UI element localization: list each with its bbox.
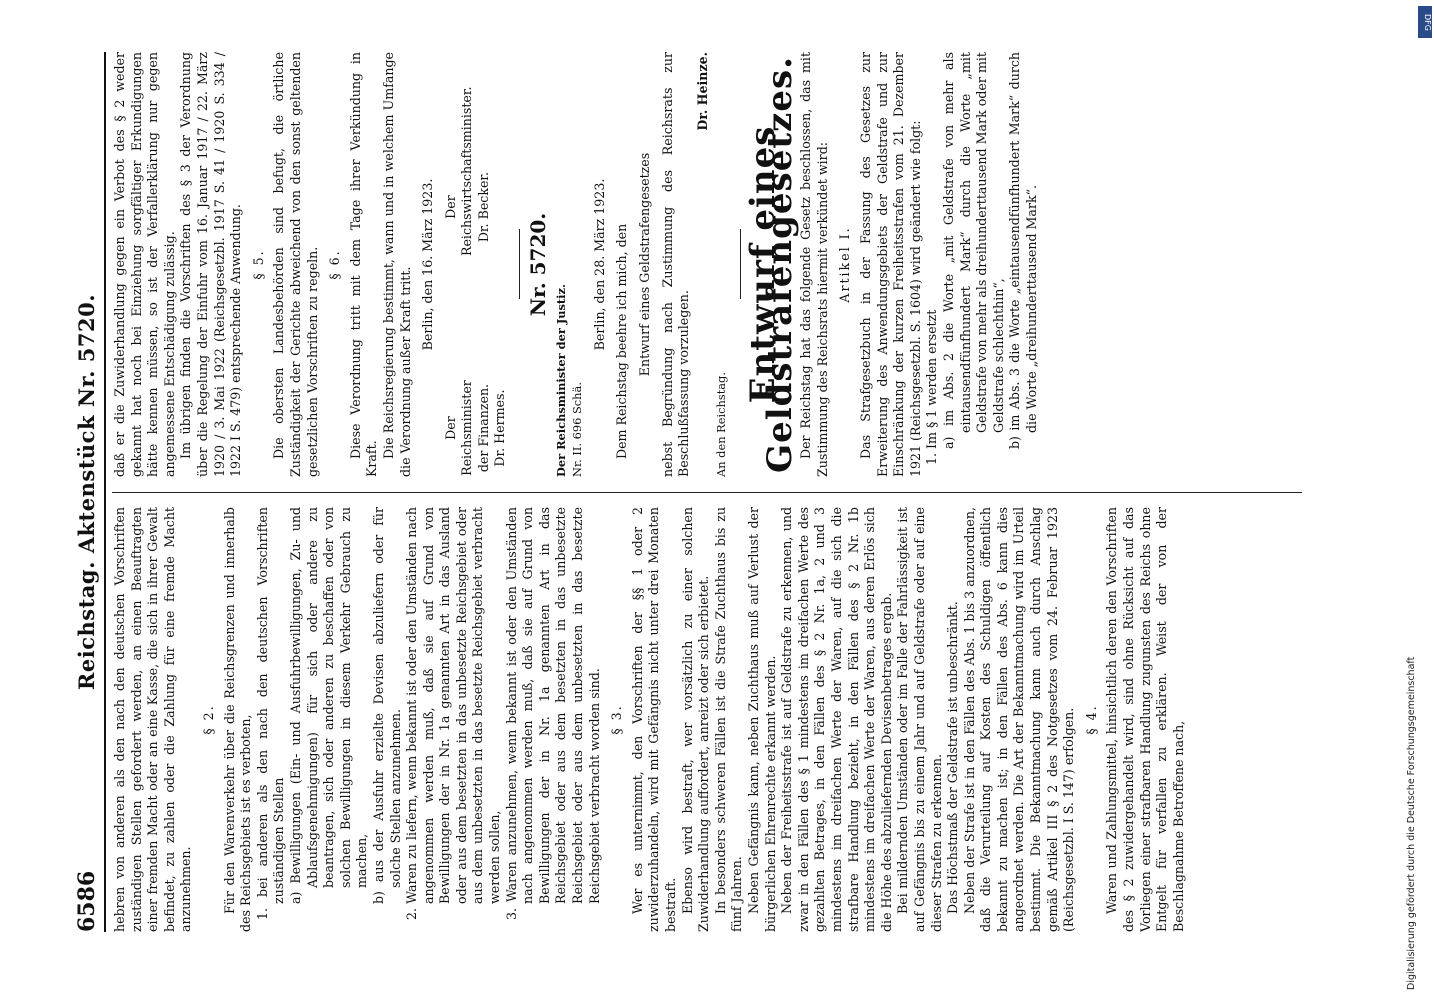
paragraph: Neben Gefängnis kann, neben Zuchthaus muß auf Verlust der bürgerlichen Ehrenrechte erkannt werden. — [745, 507, 778, 932]
sender: Der Reichsminister der Justiz. — [553, 284, 568, 477]
paragraph: Bei mildernden Umständen oder im Falle der Fahrlässigkeit ist auf Gefängnis bis zu einem Jahr und auf Geldstrafe oder auf eine dieser Strafen zu erkennen. — [895, 507, 944, 932]
signature-block — [443, 52, 509, 477]
section-heading: § 3. — [609, 704, 625, 735]
list-item: 1. bei anderen als den nach den deutschen Vorschriften zuständigen Stellen — [254, 507, 287, 920]
document-number: Nr. 5720. — [526, 212, 551, 317]
column-divider — [112, 492, 1302, 493]
paragraph: In besonders schweren Fällen ist die Strafe Zuchthaus bis zu fünf Jahren. — [712, 507, 745, 932]
paragraph: Für den Warenverkehr über die Reichsgrenzen und innerhalb des Reichsgebiets ist es verboten, — [221, 507, 254, 932]
article-heading: Artikel I. — [837, 226, 853, 303]
rotated-page — [70, 52, 1310, 932]
list-subitem: b) aus der Ausfuhr erzielte Devisen abzuliefern oder für solche Stellen anzunehmen. — [370, 507, 403, 904]
digitization-note-text: Digitalisierung gefördert durch die Deutsche Forschungsgemeinschaft — [1406, 656, 1417, 990]
divider — [740, 230, 741, 300]
paragraph: Neben der Freiheitsstrafe ist auf Geldstrafe zu erkennen, und zwar in den Fällen des § 1 mindestens im dreifachen Werte des gezahlten Betrages, in den Fällen des § 2 Nr. 1a, 2 und 3 mindestens im dreifachen Werte der Waren, auf die sich die strafbare Handlung bezieht, in den Fällen des § 2 Nr. 1b mindestens im dreifachen Werte der Waren, aus deren Erlös sich die Höhe des abzuliefernden Devisenbetrages ergab. — [779, 507, 894, 932]
paragraph: Ebenso wird bestraft, wer vorsätzlich zu einer solchen Zuwiderhandlung auffordert, anreizt oder sich erbietet. — [679, 507, 712, 932]
section-heading: § 2. — [200, 704, 216, 735]
signature-left — [443, 273, 509, 477]
paragraph: Der Reichstag hat das folgende Gesetz beschlossen, das mit Zustimmung des Reichsrats hiermit verkündet wird: — [798, 52, 830, 477]
paragraph: Diese Verordnung tritt mit dem Tage ihrer Verkündung in Kraft. — [347, 52, 380, 477]
paragraph: daß er die Zuwiderhandlung gegen ein Verbot des § 2 weder gekannt hat noch bei Einziehung sorgfältiger Erkundigungen hätte kennen müssen, so ist der Verfallerklärung nur gegen angemessene Entschädigung zulässig. — [112, 52, 177, 477]
signature-title: Der Reichsminister der Finanzen. — [442, 380, 491, 476]
list-subitem: a) im Abs. 2 die Worte „mit Geldstrafe von mehr als eintausendfünfhundert Mark“ durch die Worte „mit Geldstrafe von mehr als dreihunderttausend Mark oder mit Geldstrafe schlechthin“, — [940, 52, 1006, 449]
page-number: 6586 — [74, 870, 100, 932]
list-item: 3. Waren anzunehmen, wenn bekannt ist oder den Umständen nach angenommen werden muß, daß sie auf Grund von Bewilligungen der in Nr. 1a genannten Art in das Reichsgebiet oder aus dem besetzten in das unbesetzte Reichsgebiet oder aus dem unbesetzten in das besetzte Reichsgebiet verbracht worden sind. — [503, 507, 602, 920]
paragraph: Waren und Zahlungsmittel, hinsichtlich deren den Vorschriften des § 2 zuwidergehandelt wird, sind ohne Rücksicht auf das Vorliegen einer strafbaren Handlung zugunsten des Reichs ohne Entgelt für verfallen zu erklären. Weist der von der Beschlagnahme Betroffene nach, — [1104, 507, 1186, 932]
paragraph: Das Strafgesetzbuch in der Fassung des Gesetzes zur Erweiterung des Anwendungsgebiets der Geldstrafe und zur Einschränkung der kurzen Freiheitsstrafen vom 21. Dezember 1921 (Reichsgesetzbl. S. 1604) wird geändert wie folgt: — [857, 52, 923, 477]
paragraph: Dem Reichstag beehre ich mich, den — [614, 223, 630, 459]
reference-number: Nr. II. 696 Schä. — [570, 382, 585, 477]
addressee: An den Reichstag. — [714, 372, 729, 477]
paragraph: Im übrigen finden die Vorschriften des § 3 der Verordnung über die Regelung der Einfuhr vom 16. Januar 1917 / 22. März 1920 / 3. Mai 1922 (Reichsgesetzbl. 1917 S. 41 / 1920 S. 334 / 1922 I S. 479) entsprechende Anwendung. — [178, 52, 244, 477]
running-head: Reichstag. Aktenstück Nr. 5720. — [74, 293, 99, 691]
paragraph: hebren von anderen als den nach den deutschen Vorschriften zuständigen Stellen gefordert werden, an einen Beauftragten einer fremden Macht oder an eine Kasse, die sich in ihrer Gewalt befindet, zu zahlen oder die Zahlung für eine fremde Macht anzunehmen. — [112, 507, 194, 932]
document-title: Entwurf eines Geldstrafengesetzes. — [743, 56, 800, 473]
paragraph: Wer es unternimmt, den Vorschriften der §§ 1 oder 2 zuwiderzuhandeln, wird mit Gefängnis nicht unter drei Monaten bestraft. — [629, 507, 678, 932]
divider — [519, 230, 520, 300]
list-subitem: b) im Abs. 3 die Worte „eintausendfünfhundert Mark“ durch die Worte „dreihunderttausend Mark“. — [1007, 52, 1039, 449]
page-header — [70, 52, 104, 932]
paragraph: nebst Begründung nach Zustimmung des Reichsrats zur Beschlußfassung vorzulegen. — [659, 52, 692, 477]
bill-name: Entwurf eines Geldstrafengesetzes — [637, 152, 653, 377]
place-date: Berlin, den 16. März 1923. — [420, 178, 436, 351]
place-date: Berlin, den 28. März 1923. — [591, 178, 607, 351]
dfg-logo: DFG — [1418, 6, 1432, 38]
list-item: 2. Waren zu liefern, wenn bekannt ist oder den Umständen nach angenommen werden muß, daß sie auf Grund von Bewilligungen der in Nr. 1a genannten Art in das Ausland oder aus dem besetzten in das unbesetzte Reichsgebiet oder aus dem unbesetzten in das besetzte Reichsgebiet verbracht werden sollen, — [404, 507, 503, 920]
paragraph: Neben der Strafe ist in den Fällen des Abs. 1 bis 3 anzuordnen, daß die Verurteilung auf Kosten des Schuldigen öffentlich bekannt zu machen ist; in den Fällen des Abs. 6 kann dies angeordnet werden. Die Art der Bekanntmachung wird im Urteil bestimmt. Die Bekanntmachung kann auch durch Anschlag gemäß Artikel III § 2 des Notgesetzes vom 24. Februar 1923 (Reichsgesetzbl. I S. 147) erfolgen. — [961, 507, 1077, 932]
paragraph: Die obersten Landesbehörden sind befugt, die örtliche Zuständigkeit der Gerichte abweichend von den sonst geltenden gesetzlichen Vorschriften zu regeln. — [271, 52, 320, 477]
paragraph: Das Höchstmaß der Geldstrafe ist unbeschränkt. — [945, 601, 961, 914]
left-column — [112, 507, 1302, 932]
header-rule — [104, 52, 106, 932]
signature-name: Dr. Heinze. — [694, 52, 710, 131]
signature-name: Dr. Becker. — [475, 171, 491, 243]
section-heading: § 6. — [327, 249, 343, 280]
list-subitem: a) Bewilligungen (Ein- und Ausfuhrbewilligungen, Zu- und Ablaufsgenehmigungen) für sich oder andere zu beantragen, sich oder anderen zu beschaffen oder von solchen Bewilligungen in diesem Verkehr Gebrauch zu machen, — [287, 507, 370, 904]
section-heading: § 5. — [250, 249, 266, 280]
section-heading: § 4. — [1083, 704, 1099, 735]
paragraph: Die Reichsregierung bestimmt, wann und in welchem Umfange die Verordnung außer Kraft tritt. — [380, 52, 413, 477]
list-item: 1. Im § 1 werden ersetzt — [924, 309, 940, 465]
digitization-note — [1398, 10, 1428, 990]
signature-name: Dr. Hermes. — [492, 389, 508, 467]
signature-title: Der Reichswirtschaftsminister. — [442, 86, 475, 256]
right-column — [112, 52, 1302, 477]
signature-right — [443, 52, 509, 256]
